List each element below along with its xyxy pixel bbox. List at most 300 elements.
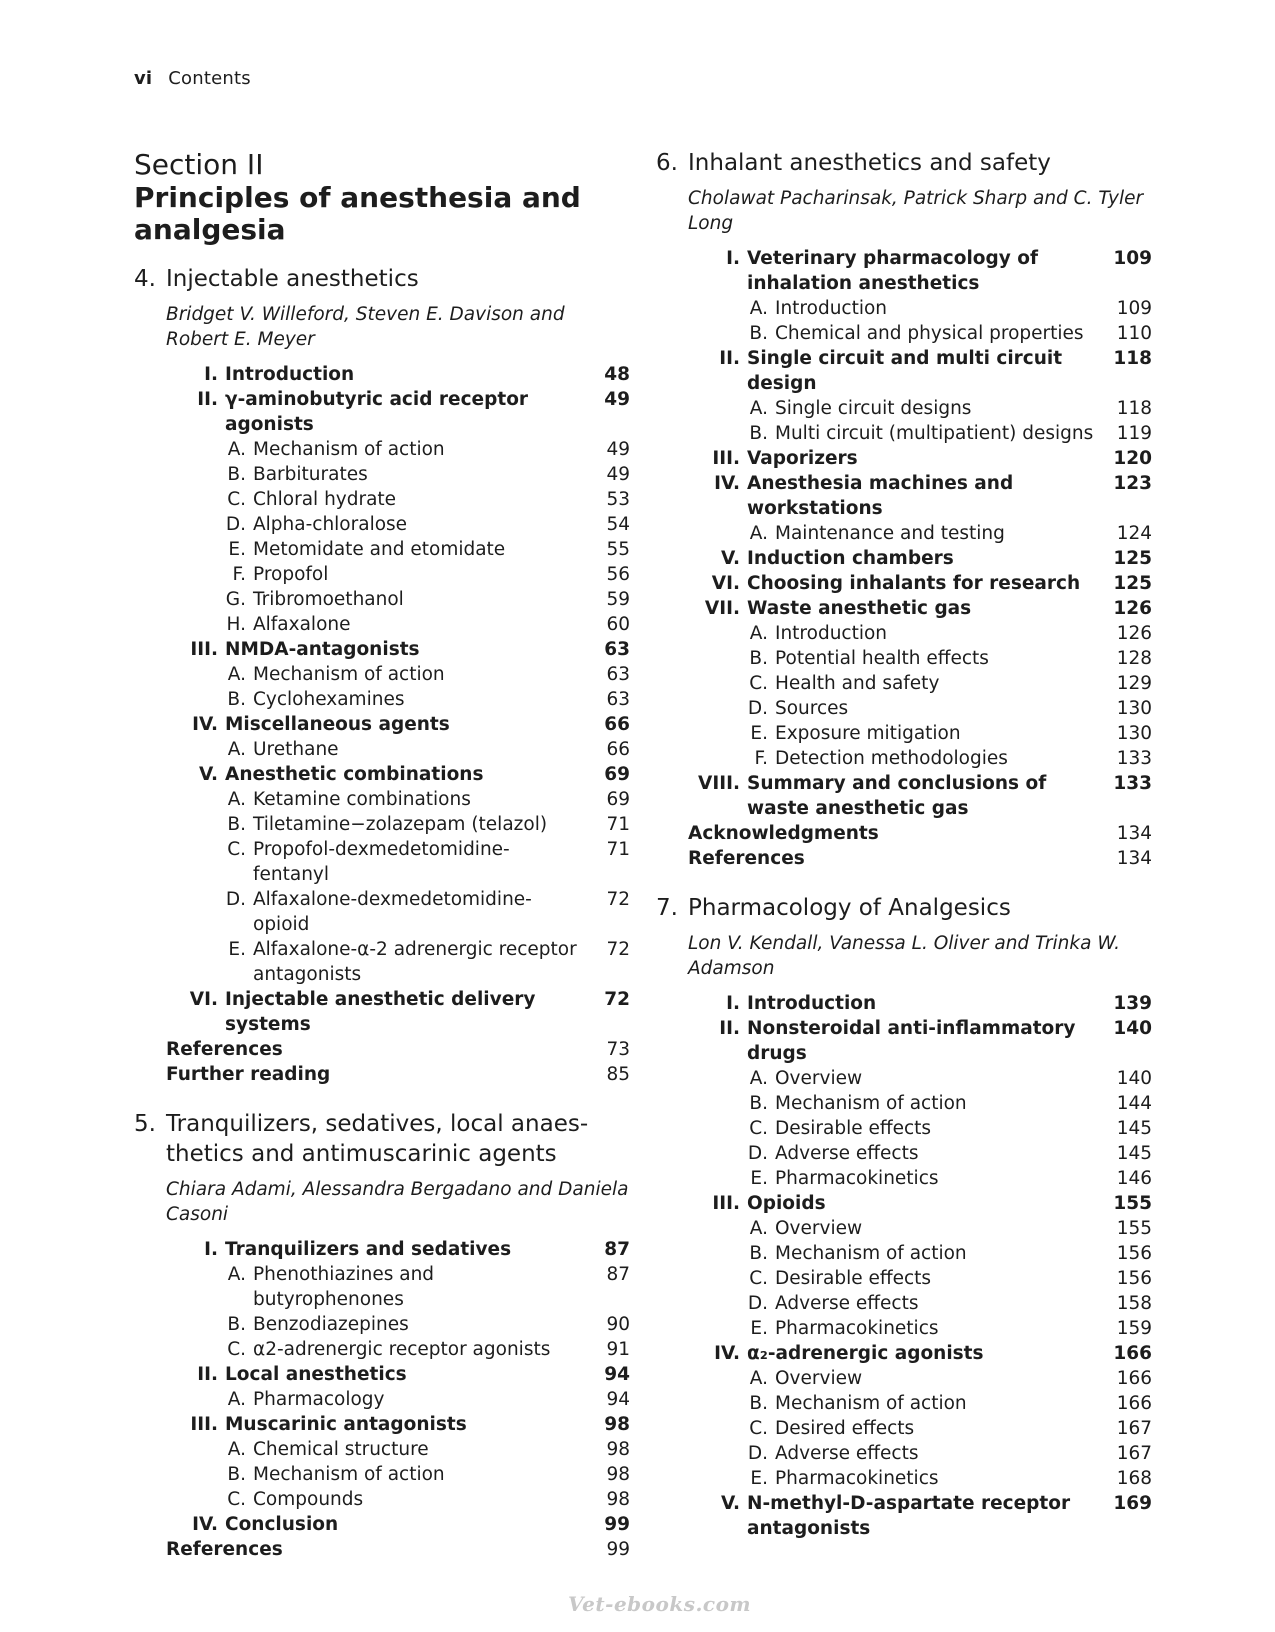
entry-index: C. bbox=[227, 1339, 246, 1360]
entry-title: Health and safety bbox=[775, 673, 940, 694]
running-head-title: Contents bbox=[168, 68, 251, 89]
chapter bbox=[656, 148, 1152, 871]
entry-index: C. bbox=[227, 489, 246, 510]
entry-index: IV. bbox=[714, 1343, 740, 1364]
toc-entry[interactable] bbox=[688, 546, 1152, 571]
toc-entry[interactable] bbox=[166, 1462, 630, 1487]
toc-entry[interactable] bbox=[688, 771, 1152, 821]
entry-title: Conclusion bbox=[225, 1514, 339, 1535]
entry-index: A. bbox=[227, 1439, 246, 1460]
chapter-number: 4. bbox=[134, 266, 156, 292]
chapter-authors: Cholawat Pacharinsak, Patrick Sharp and C. Tyler Long bbox=[688, 188, 1144, 234]
entry-title: Potential health effects bbox=[775, 648, 989, 669]
entry-page: 110 bbox=[1116, 323, 1152, 344]
entry-page: 140 bbox=[1113, 1018, 1152, 1039]
entry-title: Adverse effects bbox=[775, 1143, 919, 1164]
chapter-title: Inhalant anesthetics and safety bbox=[688, 150, 1051, 176]
entry-title: Ketamine combinations bbox=[253, 789, 471, 810]
entry-page: 145 bbox=[1116, 1118, 1152, 1139]
entry-index: E. bbox=[750, 1168, 768, 1189]
toc-entry[interactable] bbox=[688, 1341, 1152, 1366]
toc-entry[interactable] bbox=[688, 1466, 1152, 1491]
chapter-title: Injectable anesthetics bbox=[166, 266, 419, 292]
entry-page: 98 bbox=[606, 1489, 630, 1510]
toc-entry[interactable] bbox=[166, 937, 630, 987]
entry-page: 98 bbox=[606, 1439, 630, 1460]
toc-entry[interactable] bbox=[688, 471, 1152, 521]
entry-index: D. bbox=[747, 698, 768, 719]
entry-title: Cyclohexamines bbox=[253, 689, 405, 710]
toc-entry[interactable] bbox=[166, 1262, 630, 1312]
entry-index: C. bbox=[749, 673, 768, 694]
entry-index: II. bbox=[719, 1018, 740, 1039]
toc-entry[interactable] bbox=[166, 1337, 630, 1362]
toc-entry[interactable] bbox=[688, 646, 1152, 671]
entry-index: C. bbox=[749, 1418, 768, 1439]
toc-entry[interactable] bbox=[166, 512, 630, 537]
entry-title: Sources bbox=[775, 698, 849, 719]
entry-page: 158 bbox=[1116, 1293, 1152, 1314]
toc-entry[interactable] bbox=[166, 712, 630, 737]
entry-page: 128 bbox=[1116, 648, 1152, 669]
toc-entry[interactable] bbox=[688, 521, 1152, 546]
entry-title: Further reading bbox=[166, 1064, 331, 1085]
entry-index: A. bbox=[227, 439, 246, 460]
toc-entry[interactable] bbox=[688, 1441, 1152, 1466]
entry-title: Alpha-chloralose bbox=[253, 514, 408, 535]
entry-page: 87 bbox=[606, 1264, 630, 1285]
entry-title: Chemical structure bbox=[253, 1439, 429, 1460]
entry-title: Mechanism of action bbox=[775, 1093, 967, 1114]
entry-index: V. bbox=[199, 764, 218, 785]
toc-entry[interactable] bbox=[166, 1312, 630, 1337]
entry-title: Nonsteroidal anti-inflammatory drugs bbox=[747, 1018, 1076, 1064]
entry-title: Chloral hydrate bbox=[253, 489, 397, 510]
entry-page: 109 bbox=[1116, 298, 1152, 319]
entry-index: II. bbox=[197, 1364, 218, 1385]
entry-index: D. bbox=[225, 514, 246, 535]
toc-entry[interactable] bbox=[166, 387, 630, 437]
entry-page: 48 bbox=[604, 364, 630, 385]
entry-index: B. bbox=[227, 1314, 246, 1335]
toc-entry[interactable] bbox=[166, 637, 630, 662]
toc-entry[interactable] bbox=[166, 887, 630, 937]
toc-entry[interactable] bbox=[166, 787, 630, 812]
toc-entry[interactable] bbox=[166, 1387, 630, 1412]
entry-page: 130 bbox=[1116, 698, 1152, 719]
entry-title: Pharmacokinetics bbox=[775, 1318, 939, 1339]
entry-page: 72 bbox=[604, 989, 630, 1010]
entry-index: A. bbox=[227, 1389, 246, 1410]
entry-page: 118 bbox=[1113, 348, 1152, 369]
chapter-number: 7. bbox=[656, 895, 678, 921]
entry-title: Tranquilizers and sedatives bbox=[225, 1239, 512, 1260]
entry-page: 134 bbox=[1116, 848, 1152, 869]
entry-title: Overview bbox=[775, 1068, 863, 1089]
entry-index: D. bbox=[747, 1293, 768, 1314]
toc-entry[interactable] bbox=[688, 246, 1152, 296]
entry-index: A. bbox=[749, 1068, 768, 1089]
entry-list bbox=[688, 991, 1152, 1541]
entry-index: C. bbox=[749, 1118, 768, 1139]
entry-title: Anesthesia machines and workstations bbox=[747, 473, 1014, 519]
entry-index: E. bbox=[750, 1318, 768, 1339]
entry-index: C. bbox=[749, 1268, 768, 1289]
toc-entry[interactable] bbox=[688, 846, 1152, 871]
entry-page: 49 bbox=[604, 389, 630, 410]
toc-entry[interactable] bbox=[166, 1412, 630, 1437]
entry-index: A. bbox=[749, 398, 768, 419]
toc-entry[interactable] bbox=[166, 1537, 630, 1562]
entry-index: B. bbox=[227, 689, 246, 710]
entry-index: III. bbox=[190, 1414, 218, 1435]
entry-page: 166 bbox=[1116, 1368, 1152, 1389]
entry-page: 72 bbox=[606, 939, 630, 960]
entry-index: A. bbox=[227, 664, 246, 685]
entry-title: α₂-adrenergic agonists bbox=[747, 1343, 984, 1364]
entry-title: Anesthetic combinations bbox=[225, 764, 484, 785]
toc-entry[interactable] bbox=[688, 991, 1152, 1016]
toc-entry[interactable] bbox=[166, 762, 630, 787]
entry-index: V. bbox=[721, 1493, 740, 1514]
entry-page: 140 bbox=[1116, 1068, 1152, 1089]
entry-page: 130 bbox=[1116, 723, 1152, 744]
toc-entry[interactable] bbox=[688, 596, 1152, 621]
toc-entry[interactable] bbox=[166, 537, 630, 562]
entry-page: 125 bbox=[1113, 548, 1152, 569]
section-title: Principles of anesthesia and analgesia bbox=[134, 181, 581, 246]
right-column bbox=[656, 148, 1152, 1563]
entry-page: 156 bbox=[1116, 1243, 1152, 1264]
entry-title: Injectable anesthetic delivery systems bbox=[225, 989, 536, 1035]
entry-index: E. bbox=[750, 723, 768, 744]
entry-title: Multi circuit (multipatient) designs bbox=[775, 423, 1094, 444]
toc-entry[interactable] bbox=[166, 737, 630, 762]
entry-index: A. bbox=[749, 623, 768, 644]
toc-entry[interactable] bbox=[688, 1166, 1152, 1191]
toc-entry[interactable] bbox=[166, 837, 630, 887]
entry-index: I. bbox=[726, 248, 740, 269]
toc-entry[interactable] bbox=[688, 671, 1152, 696]
entry-list bbox=[688, 246, 1152, 871]
chapter bbox=[134, 1109, 630, 1562]
entry-page: 126 bbox=[1116, 623, 1152, 644]
toc-entry[interactable] bbox=[166, 1512, 630, 1537]
entry-title: Waste anesthetic gas bbox=[747, 598, 972, 619]
entry-index: G. bbox=[225, 589, 246, 610]
toc-entry[interactable] bbox=[688, 1491, 1152, 1541]
entry-index: B. bbox=[749, 1093, 768, 1114]
entry-index: D. bbox=[225, 889, 246, 910]
entry-title: Detection methodologies bbox=[775, 748, 1008, 769]
entry-title: Overview bbox=[775, 1218, 863, 1239]
toc-entry[interactable] bbox=[166, 1037, 630, 1062]
chapter bbox=[656, 893, 1152, 1541]
entry-page: 166 bbox=[1113, 1343, 1152, 1364]
entry-index: B. bbox=[749, 323, 768, 344]
entry-title: Miscellaneous agents bbox=[225, 714, 450, 735]
toc-entry[interactable] bbox=[166, 1437, 630, 1462]
toc-entry[interactable] bbox=[688, 1241, 1152, 1266]
entry-page: 99 bbox=[604, 1514, 630, 1535]
entry-title: γ-aminobutyric acid receptor agonists bbox=[225, 389, 529, 435]
entry-index: B. bbox=[749, 1393, 768, 1414]
toc-entry[interactable] bbox=[688, 1366, 1152, 1391]
entry-page: 85 bbox=[606, 1064, 630, 1085]
entry-index: C. bbox=[227, 839, 246, 860]
entry-title: Alfaxalone-dexmedetomidine-opioid bbox=[253, 889, 532, 935]
entry-title: Local anesthetics bbox=[225, 1364, 407, 1385]
toc-entry[interactable] bbox=[688, 696, 1152, 721]
page-number: vi bbox=[134, 68, 153, 89]
entry-index: I. bbox=[204, 1239, 218, 1260]
entry-index: III. bbox=[190, 639, 218, 660]
toc-entry[interactable] bbox=[688, 571, 1152, 596]
toc-entry[interactable] bbox=[166, 462, 630, 487]
toc-entry[interactable] bbox=[688, 1191, 1152, 1216]
chapter-authors: Bridget V. Willeford, Steven E. Davison and Robert E. Meyer bbox=[166, 304, 565, 350]
toc-entry[interactable] bbox=[688, 1391, 1152, 1416]
entry-index: B. bbox=[227, 464, 246, 485]
entry-title: Desirable effects bbox=[775, 1268, 932, 1289]
toc-entry[interactable] bbox=[688, 1266, 1152, 1291]
entry-page: 87 bbox=[604, 1239, 630, 1260]
entry-page: 133 bbox=[1116, 748, 1152, 769]
section-kicker: Section II bbox=[134, 148, 264, 181]
entry-index: IV. bbox=[192, 1514, 218, 1535]
entry-index: IV. bbox=[714, 473, 740, 494]
entry-title: Desirable effects bbox=[775, 1118, 932, 1139]
toc-entry[interactable] bbox=[688, 1066, 1152, 1091]
toc-entry[interactable] bbox=[166, 1487, 630, 1512]
toc-entry[interactable] bbox=[688, 621, 1152, 646]
entry-index: E. bbox=[750, 1468, 768, 1489]
toc-entry[interactable] bbox=[688, 1141, 1152, 1166]
entry-page: 49 bbox=[606, 464, 630, 485]
chapter-heading[interactable] bbox=[656, 148, 1152, 178]
toc-entry[interactable] bbox=[688, 1091, 1152, 1116]
entry-index: A. bbox=[749, 1218, 768, 1239]
entry-page: 155 bbox=[1116, 1218, 1152, 1239]
toc-entry[interactable] bbox=[688, 821, 1152, 846]
entry-title: Urethane bbox=[253, 739, 339, 760]
chapter-number: 6. bbox=[656, 150, 678, 176]
entry-title: References bbox=[166, 1539, 283, 1560]
entry-title: References bbox=[688, 848, 805, 869]
entry-index: A. bbox=[749, 298, 768, 319]
entry-index: VI. bbox=[189, 989, 218, 1010]
chapter-heading[interactable] bbox=[656, 893, 1152, 923]
entry-page: 109 bbox=[1113, 248, 1152, 269]
entry-index: II. bbox=[197, 389, 218, 410]
toc-entry[interactable] bbox=[688, 1116, 1152, 1141]
toc-entry[interactable] bbox=[688, 421, 1152, 446]
entry-index: II. bbox=[719, 348, 740, 369]
toc-entry[interactable] bbox=[688, 1216, 1152, 1241]
toc-entry[interactable] bbox=[166, 987, 630, 1037]
chapter-number: 5. bbox=[134, 1111, 156, 1137]
entry-page: 133 bbox=[1113, 773, 1152, 794]
entry-page: 91 bbox=[606, 1339, 630, 1360]
toc-entry[interactable] bbox=[688, 746, 1152, 771]
toc-entry[interactable] bbox=[166, 662, 630, 687]
entry-index: V. bbox=[721, 548, 740, 569]
toc-entry[interactable] bbox=[166, 437, 630, 462]
entry-title: Vaporizers bbox=[747, 448, 858, 469]
entry-title: N-methyl-D-aspartate receptor antagonists bbox=[747, 1493, 1071, 1539]
entry-title: Pharmacology bbox=[253, 1389, 385, 1410]
entry-title: Adverse effects bbox=[775, 1293, 919, 1314]
toc-entry[interactable] bbox=[688, 1316, 1152, 1341]
running-head bbox=[134, 68, 251, 89]
entry-title: Compounds bbox=[253, 1489, 364, 1510]
toc-entry[interactable] bbox=[688, 296, 1152, 321]
entry-title: Veterinary pharmacology of inhalation anesthetics bbox=[747, 248, 1038, 294]
entry-page: 69 bbox=[604, 764, 630, 785]
entry-page: 53 bbox=[606, 489, 630, 510]
entry-page: 119 bbox=[1116, 423, 1152, 444]
entry-title: Acknowledgments bbox=[688, 823, 879, 844]
entry-page: 129 bbox=[1116, 673, 1152, 694]
entry-page: 63 bbox=[606, 689, 630, 710]
toc-entry[interactable] bbox=[166, 687, 630, 712]
entry-title: Alfaxalone-α-2 adrenergic receptor antagonists bbox=[253, 939, 577, 985]
entry-title: Benzodiazepines bbox=[253, 1314, 409, 1335]
toc-entry[interactable] bbox=[688, 1416, 1152, 1441]
entry-index: C. bbox=[227, 1489, 246, 1510]
entry-page: 144 bbox=[1116, 1093, 1152, 1114]
entry-page: 139 bbox=[1113, 993, 1152, 1014]
entry-page: 167 bbox=[1116, 1418, 1152, 1439]
entry-index: A. bbox=[227, 739, 246, 760]
toc-entry[interactable] bbox=[166, 1062, 630, 1087]
entry-title: Tribromoethanol bbox=[253, 589, 404, 610]
entry-list bbox=[166, 1237, 630, 1562]
entry-title: Introduction bbox=[747, 993, 877, 1014]
entry-page: 166 bbox=[1116, 1393, 1152, 1414]
entry-title: Metomidate and etomidate bbox=[253, 539, 506, 560]
entry-page: 66 bbox=[606, 739, 630, 760]
entry-page: 124 bbox=[1116, 523, 1152, 544]
entry-title: Choosing inhalants for research bbox=[747, 573, 1081, 594]
entry-page: 73 bbox=[606, 1039, 630, 1060]
entry-page: 134 bbox=[1116, 823, 1152, 844]
entry-title: Exposure mitigation bbox=[775, 723, 961, 744]
entry-index: E. bbox=[228, 539, 246, 560]
toc-entry[interactable] bbox=[166, 1237, 630, 1262]
toc-entry[interactable] bbox=[166, 487, 630, 512]
entry-page: 159 bbox=[1116, 1318, 1152, 1339]
entry-page: 49 bbox=[606, 439, 630, 460]
toc-entry[interactable] bbox=[688, 1016, 1152, 1066]
entry-page: 69 bbox=[606, 789, 630, 810]
entry-index: B. bbox=[749, 648, 768, 669]
chapter-title: Tranquilizers, sedatives, local anaes-thetics and antimuscarinic agents bbox=[166, 1111, 589, 1167]
toc-entry[interactable] bbox=[688, 321, 1152, 346]
entry-title: Single circuit and multi circuit design bbox=[747, 348, 1063, 394]
entry-title: Barbiturates bbox=[253, 464, 368, 485]
entry-title: Mechanism of action bbox=[775, 1393, 967, 1414]
left-column bbox=[134, 148, 630, 1584]
entry-index: A. bbox=[749, 1368, 768, 1389]
entry-page: 55 bbox=[606, 539, 630, 560]
entry-title: Chemical and physical properties bbox=[775, 323, 1084, 344]
entry-title: Pharmacokinetics bbox=[775, 1468, 939, 1489]
entry-page: 94 bbox=[606, 1389, 630, 1410]
entry-page: 145 bbox=[1116, 1143, 1152, 1164]
entry-index: B. bbox=[749, 1243, 768, 1264]
entry-index: VI. bbox=[711, 573, 740, 594]
entry-index: VIII. bbox=[698, 773, 740, 794]
entry-title: References bbox=[166, 1039, 283, 1060]
entry-page: 98 bbox=[606, 1464, 630, 1485]
chapter-heading[interactable] bbox=[134, 1109, 630, 1169]
toc-entry[interactable] bbox=[688, 446, 1152, 471]
entry-page: 72 bbox=[606, 889, 630, 910]
chapter-title: Pharmacology of Analgesics bbox=[688, 895, 1011, 921]
entry-index: D. bbox=[747, 1143, 768, 1164]
entry-title: Propofol bbox=[253, 564, 329, 585]
entry-page: 146 bbox=[1116, 1168, 1152, 1189]
entry-page: 123 bbox=[1113, 473, 1152, 494]
entry-page: 90 bbox=[606, 1314, 630, 1335]
watermark-logo: Vet-ebooks.com bbox=[568, 1592, 752, 1616]
entry-page: 98 bbox=[604, 1414, 630, 1435]
entry-index: IV. bbox=[192, 714, 218, 735]
entry-index: B. bbox=[227, 814, 246, 835]
entry-title: Overview bbox=[775, 1368, 863, 1389]
entry-title: NMDA-antagonists bbox=[225, 639, 420, 660]
entry-page: 125 bbox=[1113, 573, 1152, 594]
toc-entry[interactable] bbox=[688, 396, 1152, 421]
toc-entry[interactable] bbox=[166, 1362, 630, 1387]
entry-title: Desired effects bbox=[775, 1418, 915, 1439]
entry-title: Mechanism of action bbox=[253, 664, 445, 685]
right-chapters bbox=[656, 148, 1152, 1541]
entry-page: 59 bbox=[606, 589, 630, 610]
entry-title: Summary and conclusions of waste anesthetic gas bbox=[747, 773, 1047, 819]
entry-index: B. bbox=[227, 1464, 246, 1485]
entry-page: 60 bbox=[606, 614, 630, 635]
entry-page: 94 bbox=[604, 1364, 630, 1385]
entry-list bbox=[166, 362, 630, 1087]
entry-page: 155 bbox=[1113, 1193, 1152, 1214]
toc-entry[interactable] bbox=[688, 721, 1152, 746]
toc-entry[interactable] bbox=[166, 612, 630, 637]
toc-entry[interactable] bbox=[166, 562, 630, 587]
entry-title: Alfaxalone bbox=[253, 614, 351, 635]
toc-entry[interactable] bbox=[688, 346, 1152, 396]
toc-entry[interactable] bbox=[166, 362, 630, 387]
entry-title: Single circuit designs bbox=[775, 398, 972, 419]
entry-page: 167 bbox=[1116, 1443, 1152, 1464]
entry-index: A. bbox=[749, 523, 768, 544]
toc-entry[interactable] bbox=[688, 1291, 1152, 1316]
entry-page: 169 bbox=[1113, 1493, 1152, 1514]
chapter-heading[interactable] bbox=[134, 264, 630, 294]
entry-index: E. bbox=[228, 939, 246, 960]
entry-page: 71 bbox=[606, 839, 630, 860]
entry-index: H. bbox=[226, 614, 246, 635]
toc-entry[interactable] bbox=[166, 812, 630, 837]
entry-title: Introduction bbox=[775, 623, 888, 644]
toc-entry[interactable] bbox=[166, 587, 630, 612]
entry-page: 118 bbox=[1116, 398, 1152, 419]
chapter bbox=[134, 264, 630, 1087]
entry-page: 66 bbox=[604, 714, 630, 735]
entry-title: Introduction bbox=[775, 298, 888, 319]
entry-title: Opioids bbox=[747, 1193, 826, 1214]
